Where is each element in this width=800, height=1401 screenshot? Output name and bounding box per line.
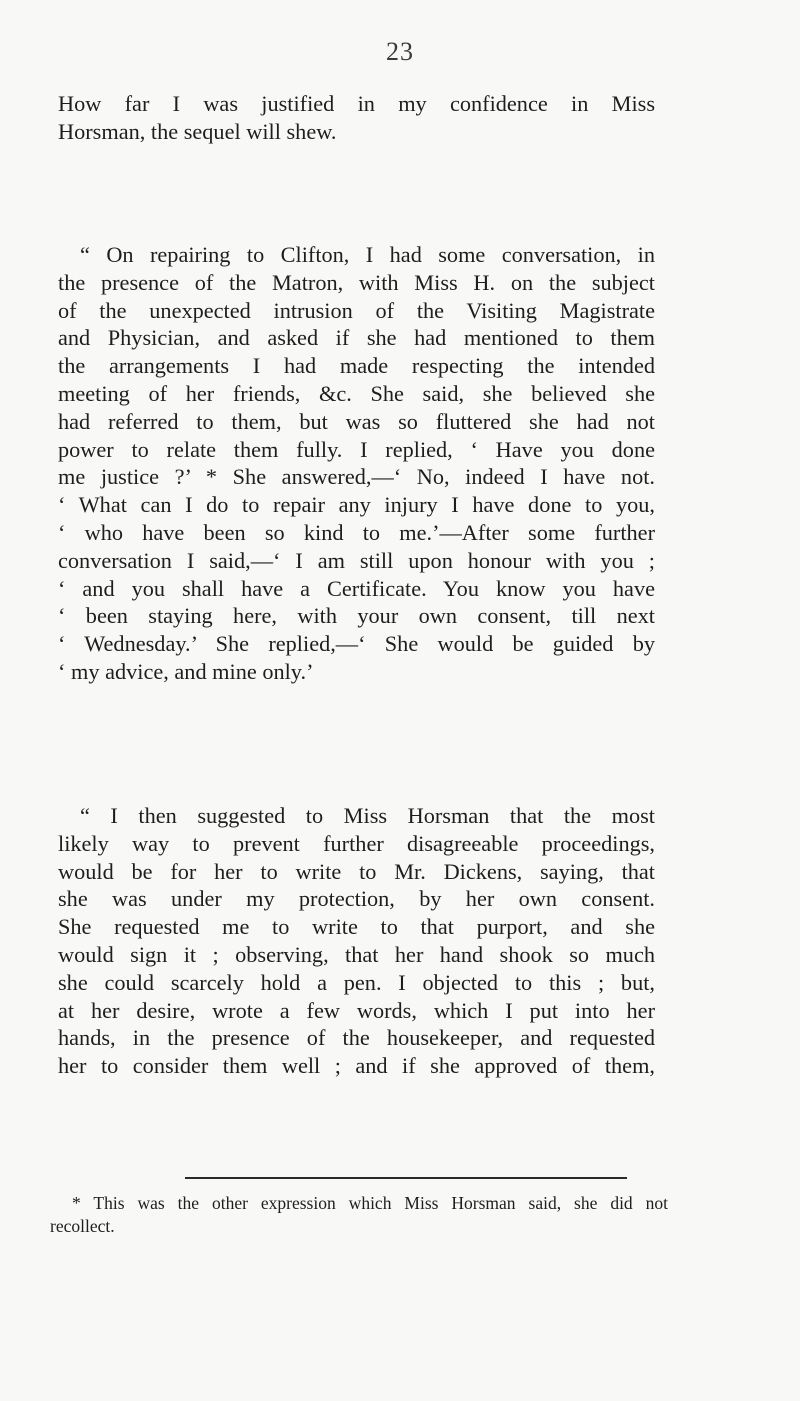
text-line: of the unexpected intrusion of the Visiting Magistrate [58,297,655,323]
paragraph-1 [58,90,655,146]
text-line: ‘ my advice, and mine only.’ [58,658,314,684]
text-line: How far I was justified in my confidence in Miss [58,91,655,116]
text-line: had referred to them, but was so fluttered she had not [58,408,655,434]
footnote [50,1192,668,1238]
text-line: and Physician, and asked if she had mentioned to them [58,325,655,351]
text-line: ‘ Wednesday.’ She replied,—‘ She would be guided by [58,631,655,657]
text-line: would sign it ; observing, that her hand shook so much [58,941,655,967]
text-line: she could scarcely hold a pen. I objected to this ; but, [58,969,655,995]
text-line: ‘ been staying here, with your own consent, till next [58,603,655,629]
footnote-line: recollect. [50,1216,115,1236]
text-line: She requested me to write to that purport, and she [58,914,655,940]
text-line: me justice ?’ * She answered,—‘ No, indeed I have not. [58,464,655,490]
text-line: meeting of her friends, &c. She said, she believed she [58,380,655,406]
text-line: at her desire, wrote a few words, which I put into her [58,997,655,1023]
text-line: ‘ What can I do to repair any injury I have done to you, [58,492,655,518]
footnote-rule [185,1177,627,1179]
page-number: 23 [386,37,414,66]
paragraph-2 [58,241,655,686]
text-line: she was under my protection, by her own consent. [58,886,655,912]
text-line: would be for her to write to Mr. Dickens, saying, that [58,858,655,884]
text-line: the arrangements I had made respecting the intended [58,353,655,379]
text-line: ‘ who have been so kind to me.’—After some further [58,519,655,545]
text-line: ‘ and you shall have a Certificate. You know you have [58,575,655,601]
text-line: her to consider them well ; and if she approved of them, [58,1053,655,1079]
text-line: “ On repairing to Clifton, I had some conversation, in [80,242,655,267]
text-line: power to relate them fully. I replied, ‘ Have you done [58,436,655,462]
text-line: Horsman, the sequel will shew. [58,118,337,144]
text-line: the presence of the Matron, with Miss H. on the subject [58,269,655,295]
text-line: hands, in the presence of the housekeeper, and requested [58,1025,655,1051]
footnote-line: * This was the other expression which Miss Horsman said, she did not [72,1193,668,1213]
paragraph-3 [58,802,655,1080]
text-line: likely way to prevent further disagreeable proceedings, [58,830,655,856]
text-line: conversation I said,—‘ I am still upon honour with you ; [58,547,655,573]
text-line: “ I then suggested to Miss Horsman that the most [80,803,655,828]
